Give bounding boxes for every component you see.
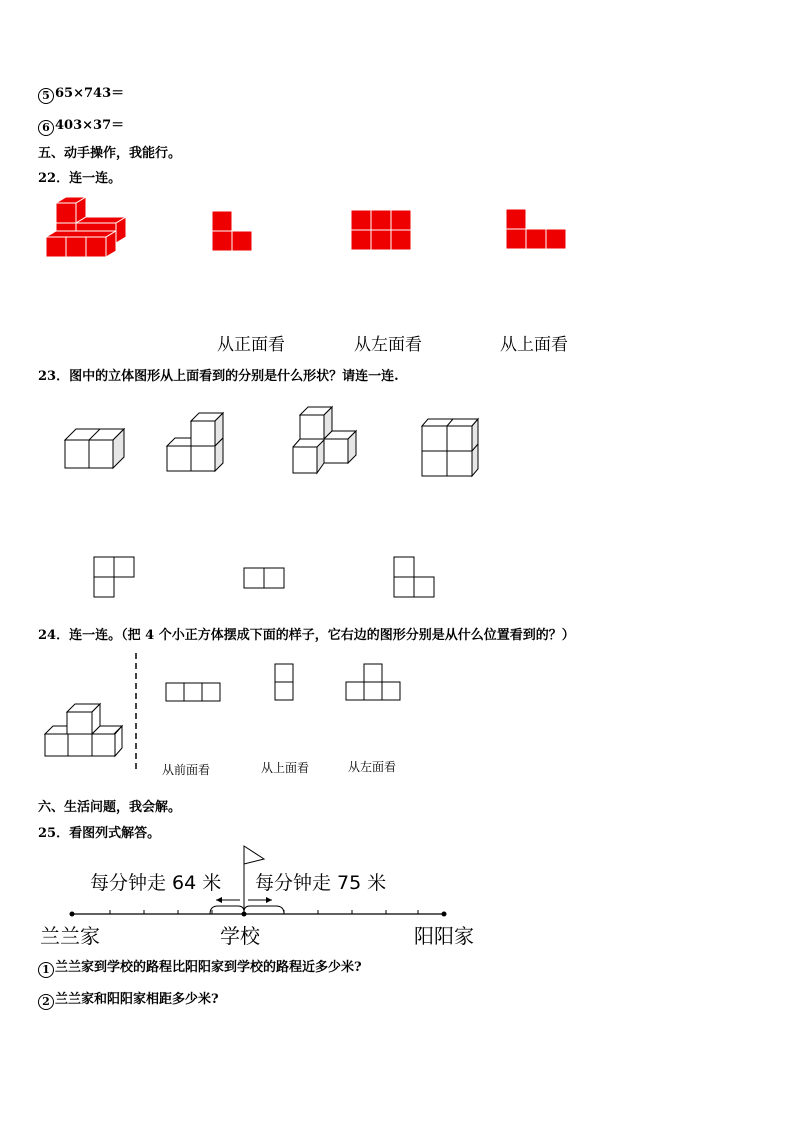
q23-solid-1 — [60, 422, 130, 474]
q25-sub2 — [38, 988, 219, 1010]
q22-label-top: 从上面看 — [500, 335, 568, 355]
q22-label-front: 从正面看 — [217, 335, 285, 355]
q23-solid-3 — [290, 405, 364, 477]
q23-title: 23．图中的立体图形从上面看到的分别是什么形状？请连一连. — [38, 369, 399, 384]
q22-title: 22．连一连。 — [38, 171, 122, 186]
q24-title: 24．连一连。（把 4 个小正方体摆成下面的样子，它右边的图形分别是从什么位置看到的？） — [38, 628, 575, 643]
circled-number: 2 — [38, 994, 54, 1010]
q25-place-lanlan: 兰兰家 — [40, 924, 100, 948]
q24-label-left: 从左面看 — [348, 760, 397, 774]
q23-view-1 — [93, 556, 137, 600]
q23-view-3 — [393, 556, 437, 600]
q25-place-yangyang: 阳阳家 — [414, 924, 474, 948]
q24-view-1 — [165, 682, 223, 704]
item-q5 — [38, 82, 124, 104]
circled-number: 5 — [38, 88, 54, 104]
q25-title: 25．看图列式解答。 — [38, 826, 161, 841]
q24-label-front: 从前面看 — [162, 763, 211, 777]
q24-view-3 — [345, 663, 403, 703]
q22-red-view-rectangle — [351, 209, 415, 253]
item-text: 65×743＝ — [55, 86, 125, 101]
q25-right-speed: 每分钟走 75 米 — [255, 872, 387, 894]
q24-view-2 — [274, 663, 296, 703]
q22-red-view-l-shape — [212, 210, 256, 254]
section-five-heading: 五、动手操作，我能行。 — [38, 146, 182, 161]
item-text: 403×37＝ — [55, 118, 125, 133]
q25-sub1-text: 兰兰家到学校的路程比阳阳家到学校的路程近多少米? — [55, 960, 362, 975]
q23-view-2 — [243, 567, 287, 591]
q25-left-speed: 每分钟走 64 米 — [90, 872, 222, 894]
q24-solid — [42, 700, 126, 762]
q22-red-cube-solid — [40, 195, 130, 265]
q24-label-top: 从上面看 — [261, 761, 310, 775]
q25-place-school: 学校 — [220, 924, 260, 948]
q24-dashed-divider — [133, 653, 139, 775]
section-six-heading: 六、生活问题，我会解。 — [38, 800, 182, 815]
q23-solid-4 — [418, 416, 484, 482]
item-q6 — [38, 114, 124, 136]
circled-number: 1 — [38, 962, 54, 978]
q25-sub2-text: 兰兰家和阳阳家相距多少米? — [55, 992, 219, 1007]
q22-label-left: 从左面看 — [354, 335, 422, 355]
circled-number: 6 — [38, 120, 54, 136]
q22-red-view-long-l — [506, 208, 570, 252]
q23-solid-2 — [162, 410, 232, 476]
q25-sub1 — [38, 956, 362, 978]
